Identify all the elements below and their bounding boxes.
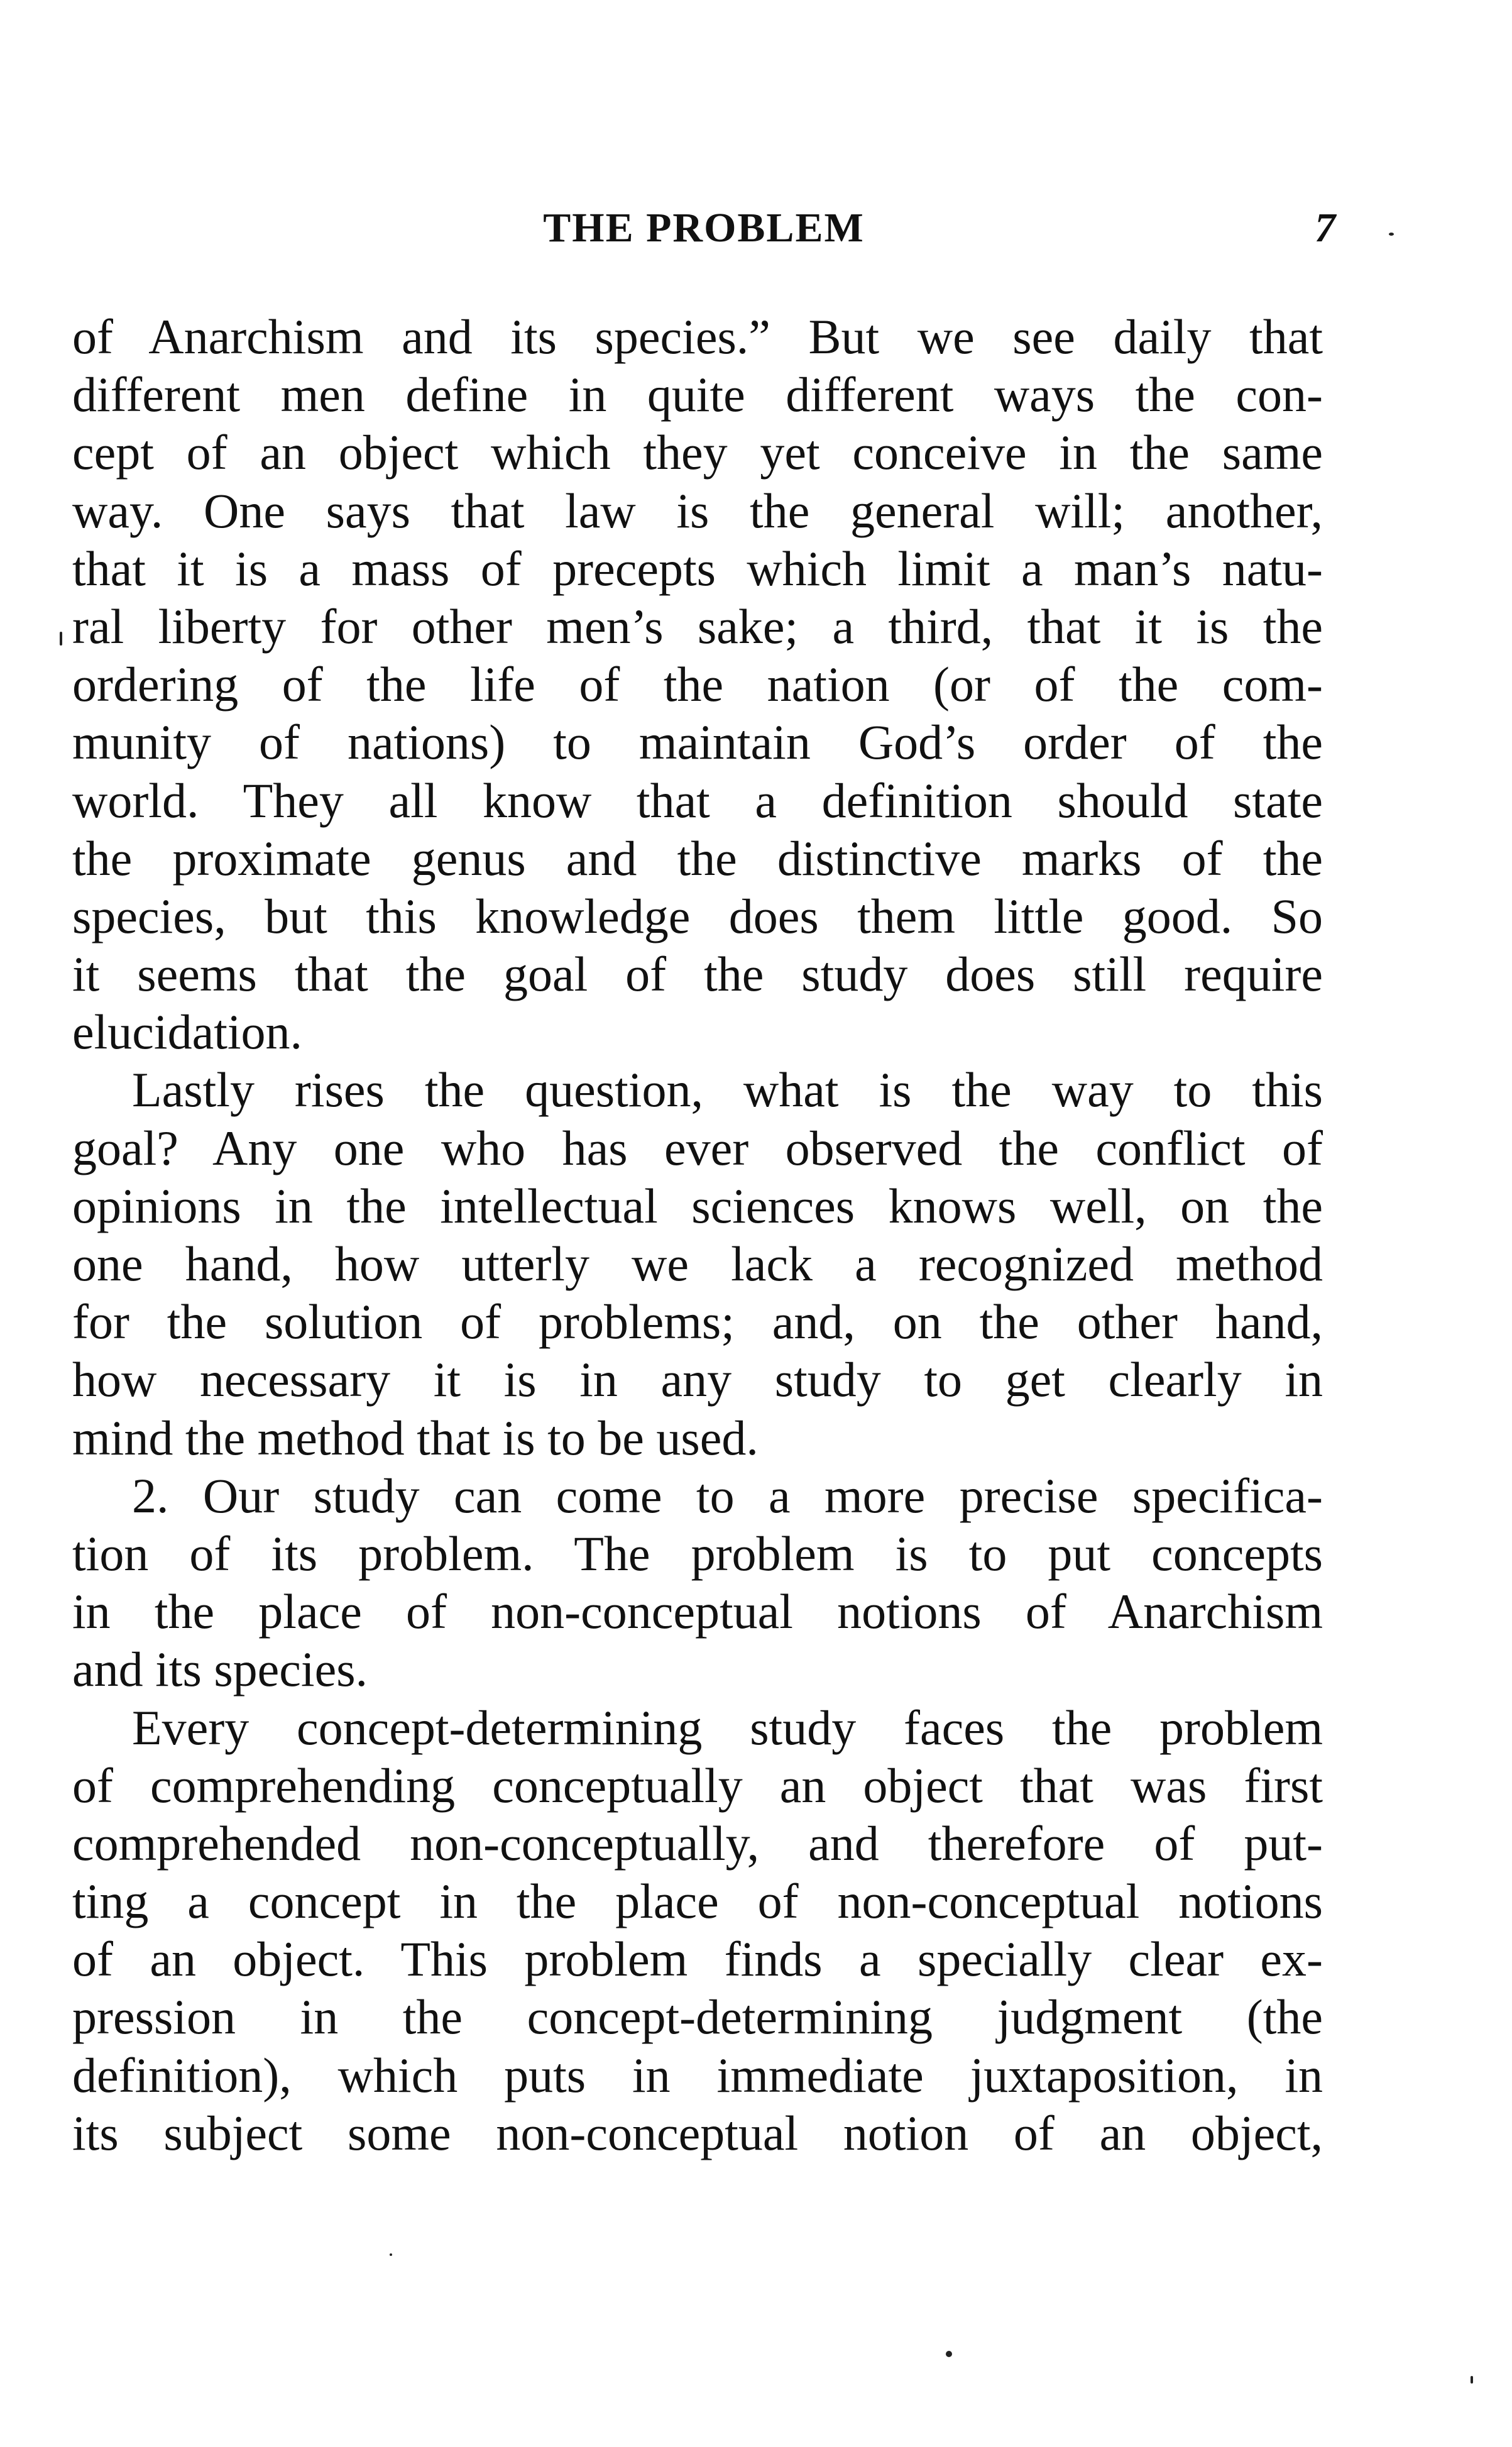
text-line: species, but this knowledge does them little good. So: [72, 888, 1323, 943]
text-line: for the solution of problems; and, on the other hand,: [72, 1294, 1323, 1350]
paragraph-start-line: Lastly rises the question, what is the way to this: [132, 1062, 1323, 1118]
text-line: how necessary it is in any study to get clearly in: [72, 1352, 1323, 1407]
text-line: that it is a mass of precepts which limit a man’s natu-: [72, 541, 1323, 596]
text-line: in the place of non-conceptual notions of Anarchism: [72, 1584, 1323, 1639]
text-line: the proximate genus and the distinctive marks of the: [72, 830, 1323, 886]
scan-speck: [1471, 2376, 1473, 2384]
scan-speck: [1389, 233, 1394, 236]
text-line: and its species.: [72, 1642, 368, 1697]
text-line: ting a concept in the place of non-conceptual notions: [72, 1874, 1323, 1929]
body-text: [72, 308, 1323, 2162]
scan-speck: [390, 2253, 392, 2256]
text-line: of an object. This problem finds a specially clear ex-: [72, 1932, 1323, 1987]
text-line: pression in the concept-determining judgment (the: [72, 1989, 1323, 2045]
text-line: ordering of the life of the nation (or of the com-: [72, 657, 1323, 712]
text-line: of comprehending conceptually an object that was first: [72, 1757, 1323, 1813]
text-line: it seems that the goal of the study does still require: [72, 947, 1323, 1002]
text-line: tion of its problem. The problem is to put concepts: [72, 1526, 1323, 1581]
scan-speck: [946, 2351, 952, 2357]
scan-speck: [60, 632, 62, 646]
text-line: goal? Any one who has ever observed the conflict of: [72, 1120, 1323, 1175]
running-title: THE PROBLEM: [543, 205, 865, 251]
text-line: different men define in quite different ways the con-: [72, 367, 1323, 422]
text-line: opinions in the intellectual sciences knows well, on the: [72, 1178, 1323, 1233]
text-line: definition), which puts in immediate juxtaposition, in: [72, 2047, 1323, 2103]
text-line: ral liberty for other men’s sake; a third, that it is the: [72, 598, 1323, 654]
text-line: of Anarchism and its species.” But we see daily that: [72, 309, 1323, 364]
page-number: 7: [1315, 205, 1335, 251]
text-line: elucidation.: [72, 1004, 303, 1060]
text-line: world. They all know that a definition should state: [72, 773, 1323, 828]
text-line: way. One says that law is the general will; another,: [72, 483, 1323, 538]
running-header: [72, 204, 1335, 261]
text-line: one hand, how utterly we lack a recognized method: [72, 1236, 1323, 1291]
text-line: comprehended non-conceptually, and therefore of put-: [72, 1815, 1323, 1871]
text-line: cept of an object which they yet conceive in the same: [72, 425, 1323, 480]
text-line: munity of nations) to maintain God’s order of the: [72, 715, 1323, 770]
text-line: its subject some non-conceptual notion of an object,: [72, 2105, 1323, 2160]
paragraph-start-line: Every concept-determining study faces the problem: [132, 1700, 1323, 1755]
text-line: mind the method that is to be used.: [72, 1410, 759, 1465]
paragraph-start-line: 2. Our study can come to a more precise specifica-: [132, 1468, 1323, 1523]
